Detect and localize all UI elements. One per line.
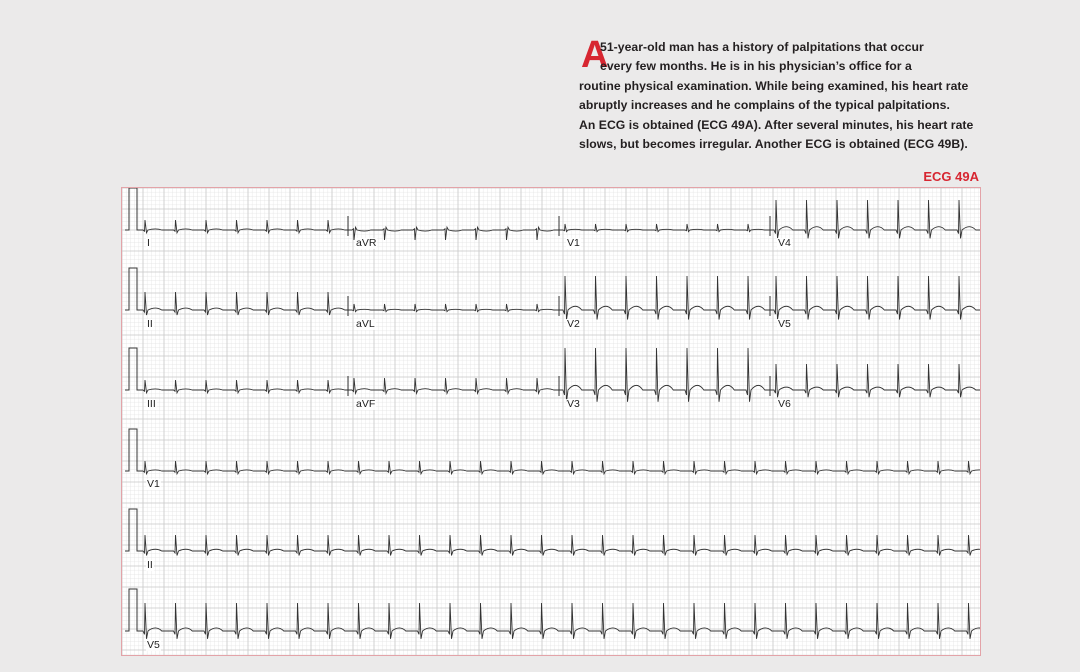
ecg-label: ECG 49A [923, 169, 979, 184]
lead-label-V1: V1 [567, 237, 580, 249]
case-line: An ECG is obtained (ECG 49A). After several minutes, his heart rate [579, 117, 974, 132]
lead-label-aVF: aVF [356, 398, 376, 410]
lead-label-aVL: aVL [356, 318, 375, 330]
lead-label-V3: V3 [567, 398, 580, 410]
ecg-grid-and-traces [122, 188, 980, 655]
lead-label-V4: V4 [778, 237, 791, 249]
case-line: every few months. He is in his physician’s office for a [600, 59, 912, 74]
lead-label-III: III [147, 398, 156, 410]
lead-label-V6: V6 [778, 398, 791, 410]
ecg-tracing [121, 187, 981, 656]
lead-label-I: I [147, 237, 150, 249]
lead-label-rhythm-V1: V1 [147, 478, 160, 490]
ecg-background [122, 188, 980, 655]
lead-label-V5: V5 [778, 318, 791, 330]
lead-label-II: II [147, 318, 153, 330]
lead-label-rhythm-V5: V5 [147, 639, 160, 651]
case-line: abruptly increases and he complains of the typical palpitations. [579, 98, 950, 113]
lead-label-aVR: aVR [356, 237, 377, 249]
case-line: slows, but becomes irregular. Another ECG is obtained (ECG 49B). [579, 137, 968, 152]
case-description [579, 34, 984, 154]
drop-cap: A [581, 34, 609, 76]
case-line: routine physical examination. While being examined, his heart rate [579, 78, 969, 93]
lead-label-V2: V2 [567, 318, 580, 330]
case-line: 51-year-old man has a history of palpitations that occur [600, 40, 924, 54]
lead-label-rhythm-II: II [147, 559, 153, 571]
